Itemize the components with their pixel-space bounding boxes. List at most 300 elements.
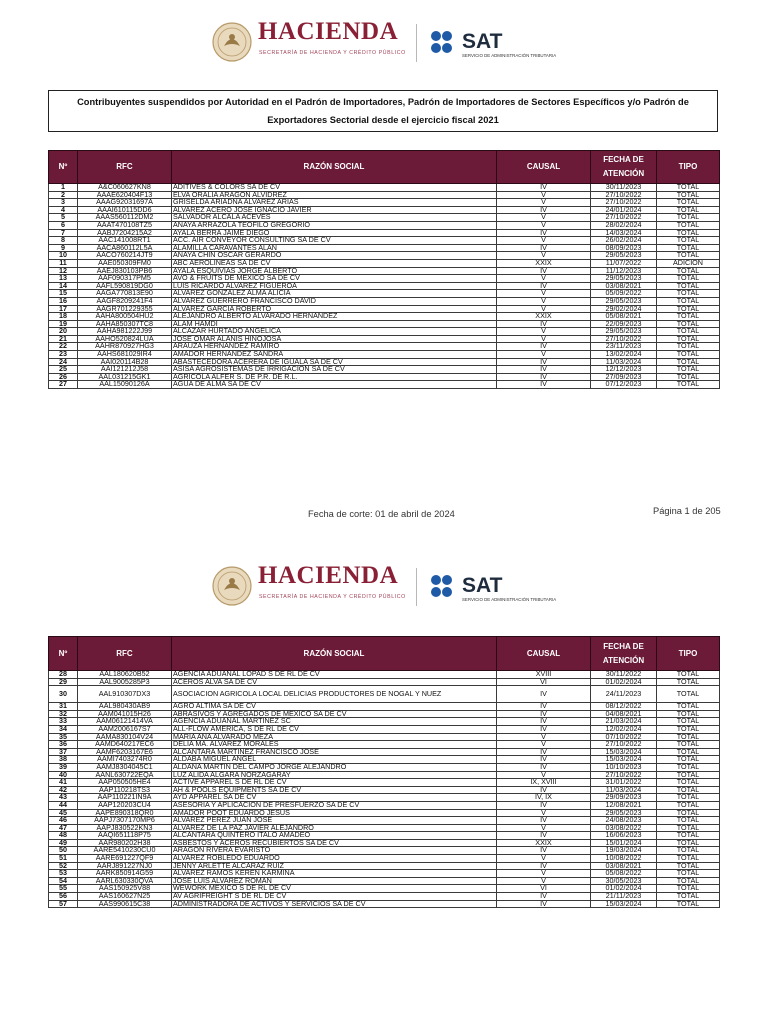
hacienda-wordmark: HACIENDA [258,18,399,45]
table-row [49,862,720,870]
cell-num: 40 [49,771,78,779]
cell-tipo: TOTAL [657,252,720,260]
table-row [49,710,720,718]
cell-razon: ALDABA MIGUEL ANGEL [172,756,497,764]
table-row [49,373,720,381]
cell-causal: IV [497,900,591,908]
table-row [49,267,720,275]
cell-tipo: TOTAL [657,206,720,214]
cell-fecha: 10/08/2022 [591,855,657,863]
cell-tipo: ADICION [657,259,720,267]
cell-fecha: 14/03/2024 [591,229,657,237]
cell-num: 26 [49,373,78,381]
cell-rfc: AAGR701229355 [78,305,172,313]
cell-num: 48 [49,832,78,840]
table-row [49,771,720,779]
cell-num: 38 [49,756,78,764]
cell-razon: ALVAREZ GONZALEZ ALMA ALICIA [172,290,497,298]
table-row [49,199,720,207]
table-row [49,801,720,809]
cell-causal: V [497,191,591,199]
cell-rfc: AAFL590819DG0 [78,282,172,290]
table-row [49,786,720,794]
col-header-razon: RAZÓN SOCIAL [172,637,497,671]
cell-rfc: AAHS681029IR4 [78,351,172,359]
cell-fecha: 26/02/2024 [591,237,657,245]
cell-rfc: AAL15090126A [78,381,172,389]
cell-fecha: 12/02/2024 [591,725,657,733]
cell-rfc: AAAG92031697A [78,199,172,207]
cell-num: 14 [49,282,78,290]
cell-causal: V [497,771,591,779]
table-row [49,237,720,245]
cell-razon: LUIS RICARDO ALVAREZ FIGUEROA [172,282,497,290]
page-number: Página 1 de 205 [653,506,721,516]
cell-causal: V [497,741,591,749]
table-row [49,313,720,321]
cell-razon: SALVADOR ALCALA ACEVES [172,214,497,222]
cell-num: 35 [49,733,78,741]
cell-num: 5 [49,214,78,222]
document-title: Contribuyentes suspendidos por Autoridad en el Padrón de Importadores, Padrón de Importadores de Sectores Específicos y/o Padrón de Exportadores Sectorial desde el ejercicio fiscal 2021 [48,90,718,132]
table-row [49,229,720,237]
cell-causal: V [497,733,591,741]
cell-num: 13 [49,275,78,283]
cell-causal: IV [497,686,591,703]
cell-num: 15 [49,290,78,298]
cell-causal: IV [497,725,591,733]
table-row [49,718,720,726]
cell-tipo: TOTAL [657,748,720,756]
cell-rfc: AAMD640217EC6 [78,741,172,749]
cell-razon: DELIA MA. ALVAREZ MORALES [172,741,497,749]
table-row [49,900,720,908]
cell-causal: IV [497,710,591,718]
table-row [49,877,720,885]
cell-razon: ASOCIACION AGRICOLA LOCAL DELICIAS PRODUCTORES DE NOGAL Y NUEZ [172,686,497,703]
cell-tipo: TOTAL [657,686,720,703]
table-row [49,839,720,847]
cell-tipo: TOTAL [657,229,720,237]
cell-fecha: 31/01/2022 [591,779,657,787]
cell-num: 2 [49,191,78,199]
cell-num: 36 [49,741,78,749]
cell-tipo: TOTAL [657,847,720,855]
cell-causal: IV [497,244,591,252]
cell-razon: AMADOR HERNANDEZ SANDRA [172,351,497,359]
cell-causal: IV [497,229,591,237]
table-row [49,343,720,351]
table-header-row [49,637,720,671]
cell-fecha: 23/11/2023 [591,343,657,351]
cell-tipo: TOTAL [657,756,720,764]
cell-tipo: TOTAL [657,733,720,741]
cell-razon: AV AGRIFREIGHT S DE RL DE CV [172,893,497,901]
logo-divider [416,568,417,606]
cell-causal: IV [497,282,591,290]
table-row [49,290,720,298]
cell-razon: ASESORIA Y APLICACION DE PRESFUERZO SA DE CV [172,801,497,809]
cell-fecha: 15/03/2024 [591,756,657,764]
col-header-num: Nº [49,637,78,671]
cell-rfc: AAF090317PM5 [78,275,172,283]
cell-rfc: AAGF8209241F4 [78,297,172,305]
cell-num: 18 [49,313,78,321]
cell-rfc: AAL031215GK1 [78,373,172,381]
cell-razon: AYALA BERRA JAIME DIEGO [172,229,497,237]
cell-num: 44 [49,801,78,809]
cell-rfc: AAL180620B52 [78,671,172,679]
cell-causal: IV [497,817,591,825]
cell-causal: IV [497,320,591,328]
table-row [49,275,720,283]
cell-num: 8 [49,237,78,245]
cell-fecha: 01/02/2024 [591,678,657,686]
cell-rfc: AAS150925V88 [78,885,172,893]
table-row [49,358,720,366]
cell-tipo: TOTAL [657,244,720,252]
cell-num: 33 [49,718,78,726]
cell-tipo: TOTAL [657,267,720,275]
contributors-table [48,150,720,389]
cell-fecha: 22/09/2023 [591,320,657,328]
sat-wordmark: SAT [462,574,503,597]
cell-rfc: AAE050309FM0 [78,259,172,267]
cell-razon: WEWORK MEXICO S DE RL DE CV [172,885,497,893]
cell-num: 42 [49,786,78,794]
cell-causal: IV [497,756,591,764]
cell-tipo: TOTAL [657,358,720,366]
cell-num: 11 [49,259,78,267]
hacienda-wordmark: HACIENDA [258,562,399,589]
cell-tipo: TOTAL [657,771,720,779]
cell-fecha: 16/06/2023 [591,832,657,840]
cell-num: 43 [49,794,78,802]
table-row [49,252,720,260]
cell-rfc: AAP120203CU4 [78,801,172,809]
cell-razon: AGENCIA ADUANAL MARTINEZ SC [172,718,497,726]
cell-razon: ALCANTARA QUINTERO ITALO AMADEO [172,832,497,840]
cell-razon: GRISELDA ARIADNA ALVAREZ ARIAS [172,199,497,207]
table-body [49,671,720,908]
cell-tipo: TOTAL [657,343,720,351]
table-row [49,282,720,290]
cell-num: 7 [49,229,78,237]
cell-num: 25 [49,366,78,374]
cell-razon: ARAUZA HERNANDEZ RAMIRO [172,343,497,351]
cell-fecha: 12/08/2021 [591,801,657,809]
cell-fecha: 30/11/2022 [591,671,657,679]
table-row [49,184,720,192]
cell-num: 28 [49,671,78,679]
cell-rfc: AARK850914G59 [78,870,172,878]
cell-rfc: AABJ7204215A2 [78,229,172,237]
cell-causal: V [497,870,591,878]
table-row [49,893,720,901]
cell-rfc: AAM2006167S7 [78,725,172,733]
cell-razon: ALAM HAMDI [172,320,497,328]
table-row [49,671,720,679]
cell-num: 22 [49,343,78,351]
cell-num: 41 [49,779,78,787]
col-header-fecha: FECHA DE ATENCIÓN [591,637,657,671]
cell-razon: AVO & FRUITS DE MEXICO SA DE CV [172,275,497,283]
cell-razon: ALAMILLA CARAVANTES ALAN [172,244,497,252]
cell-razon: ANAYA CHIN OSCAR GERARDO [172,252,497,260]
cell-tipo: TOTAL [657,725,720,733]
cell-num: 53 [49,870,78,878]
cell-tipo: TOTAL [657,832,720,840]
cell-causal: IV [497,358,591,366]
cell-tipo: TOTAL [657,335,720,343]
cell-tipo: TOTAL [657,809,720,817]
cell-causal: IV [497,267,591,275]
cell-causal: IV [497,786,591,794]
cell-tipo: TOTAL [657,381,720,389]
cell-causal: IV [497,862,591,870]
cell-causal: V [497,290,591,298]
cell-fecha: 03/08/2022 [591,824,657,832]
cell-tipo: TOTAL [657,893,720,901]
cell-causal: V [497,855,591,863]
cell-rfc: AAPE890318QR0 [78,809,172,817]
cell-tipo: TOTAL [657,870,720,878]
cell-causal: V [497,252,591,260]
table-row [49,328,720,336]
cell-causal: V [497,221,591,229]
cell-rfc: AAAS560112DM2 [78,214,172,222]
cell-fecha: 29/05/2023 [591,275,657,283]
cell-rfc: AARE5410230CU0 [78,847,172,855]
cell-fecha: 15/03/2024 [591,900,657,908]
cell-fecha: 08/09/2023 [591,244,657,252]
cell-razon: AYD APPAREL SA DE CV [172,794,497,802]
cell-num: 51 [49,855,78,863]
cell-causal: V [497,335,591,343]
sat-dots-icon [430,574,460,602]
cell-razon: ABASTECEDORA ACERERA DE IGUALA SA DE CV [172,358,497,366]
col-header-razon: RAZÓN SOCIAL [172,151,497,184]
cell-fecha: 30/11/2023 [591,184,657,192]
cell-num: 49 [49,839,78,847]
cell-tipo: TOTAL [657,199,720,207]
table-row [49,733,720,741]
cell-razon: AYALA ESQUIVIAS JORGE ALBERTO [172,267,497,275]
cell-num: 29 [49,678,78,686]
cell-rfc: AAL9005285P3 [78,678,172,686]
cell-rfc: A&C060627KN8 [78,184,172,192]
cell-rfc: AAHR870927HG3 [78,343,172,351]
cell-num: 23 [49,351,78,359]
cell-fecha: 29/09/2023 [591,794,657,802]
cell-num: 45 [49,809,78,817]
cell-causal: V [497,877,591,885]
cell-fecha: 27/09/2023 [591,373,657,381]
cell-razon: ALVAREZ ACERO JOSE IGNACIO JAVIER [172,206,497,214]
cell-tipo: TOTAL [657,221,720,229]
cell-tipo: TOTAL [657,320,720,328]
cell-fecha: 29/05/2023 [591,328,657,336]
cell-fecha: 24/11/2023 [591,686,657,703]
cell-razon: ABRASIVOS Y AGREGADOS DE MEXICO SA DE CV [172,710,497,718]
cell-tipo: TOTAL [657,741,720,749]
cell-num: 31 [49,703,78,711]
cell-causal: XXIX [497,313,591,321]
cell-causal: IX, XVIII [497,779,591,787]
cell-fecha: 12/12/2023 [591,366,657,374]
cell-fecha: 11/03/2024 [591,358,657,366]
cell-num: 46 [49,817,78,825]
cell-rfc: AAP110221IN9A [78,794,172,802]
cell-rfc: AARJ891227NJ0 [78,862,172,870]
table-row [49,191,720,199]
table-row [49,824,720,832]
cell-fecha: 13/02/2024 [591,351,657,359]
cell-tipo: TOTAL [657,275,720,283]
cell-tipo: TOTAL [657,862,720,870]
cell-num: 39 [49,763,78,771]
cell-razon: ALVAREZ DE LA PAZ JAVIER ALEJANDRO [172,824,497,832]
table-row [49,855,720,863]
table-row [49,725,720,733]
cell-causal: IV [497,366,591,374]
cell-razon: ADITIVES & COLORS SA DE CV [172,184,497,192]
cell-fecha: 24/08/2023 [591,817,657,825]
hacienda-subtitle: SECRETARÍA DE HACIENDA Y CRÉDITO PÚBLICO [259,50,406,56]
cell-rfc: AAQI651118P75 [78,832,172,840]
cell-fecha: 29/02/2024 [591,305,657,313]
cell-num: 56 [49,893,78,901]
cell-rfc: AAMF6203167E6 [78,748,172,756]
cell-rfc: AAP050505HE4 [78,779,172,787]
cell-tipo: TOTAL [657,794,720,802]
cell-rfc: AAAI610115DD6 [78,206,172,214]
table-row [49,214,720,222]
cell-rfc: AAS990615C38 [78,900,172,908]
cell-fecha: 04/08/2021 [591,710,657,718]
cell-num: 50 [49,847,78,855]
cell-num: 1 [49,184,78,192]
cell-fecha: 27/10/2022 [591,191,657,199]
cell-causal: IV [497,718,591,726]
cell-fecha: 05/08/2022 [591,870,657,878]
cell-tipo: TOTAL [657,801,720,809]
cell-num: 57 [49,900,78,908]
sat-wordmark: SAT [462,30,503,53]
cell-num: 10 [49,252,78,260]
cell-causal: V [497,237,591,245]
table-row [49,351,720,359]
cell-razon: ALVAREZ GUERRERO FRANCISCO DAVID [172,297,497,305]
table-row [49,817,720,825]
table-row [49,305,720,313]
col-header-tipo: TIPO [657,637,720,671]
cell-razon: ASISA AGROSISTEMAS DE IRRIGACION SA DE CV [172,366,497,374]
cell-rfc: AAM06121414VA [78,718,172,726]
cell-fecha: 15/01/2024 [591,839,657,847]
sat-subtitle: SERVICIO DE ADMINISTRACIÓN TRIBUTARIA [462,53,557,58]
cell-razon: ALL-FLOW AMERICA, S DE RL DE CV [172,725,497,733]
cell-causal: V [497,305,591,313]
table-row [49,756,720,764]
cell-rfc: AAPJ7307170MP6 [78,817,172,825]
cell-num: 16 [49,297,78,305]
cell-num: 55 [49,885,78,893]
cell-fecha: 29/05/2023 [591,252,657,260]
cell-rfc: AAM041015H26 [78,710,172,718]
cell-num: 6 [49,221,78,229]
table-row [49,206,720,214]
cutoff-date: Fecha de corte: 01 de abril de 2024 [308,509,455,519]
cell-causal: IV, IX [497,794,591,802]
cell-causal: IV [497,847,591,855]
cell-razon: ACTIVE APPAREL S DE RL DE CV [172,779,497,787]
cell-fecha: 30/05/2023 [591,877,657,885]
cell-rfc: AAMA830104V24 [78,733,172,741]
table-row [49,686,720,703]
table-row [49,244,720,252]
cell-rfc: AAMJ8304045C1 [78,763,172,771]
cell-tipo: TOTAL [657,313,720,321]
table-row [49,381,720,389]
cell-causal: V [497,328,591,336]
cell-rfc: AAPJ830522KN3 [78,824,172,832]
cell-fecha: 28/02/2024 [591,221,657,229]
cell-num: 47 [49,824,78,832]
logo-divider [416,24,417,62]
cell-fecha: 07/10/2022 [591,733,657,741]
cell-causal: V [497,214,591,222]
cell-razon: AMADOR POOT EDUARDO JESUS [172,809,497,817]
cell-tipo: TOTAL [657,824,720,832]
cell-causal: IV [497,763,591,771]
cell-causal: XXIX [497,839,591,847]
table-row [49,870,720,878]
cell-num: 12 [49,267,78,275]
cell-num: 34 [49,725,78,733]
cell-razon: ALVAREZ ROBLEDO EDUARDO [172,855,497,863]
table-row [49,832,720,840]
cell-causal: V [497,809,591,817]
cell-razon: ALVAREZ RAMOS KEREN KARMINA [172,870,497,878]
cell-tipo: TOTAL [657,282,720,290]
cell-causal: VI [497,885,591,893]
cell-rfc: AACO760214JT9 [78,252,172,260]
cell-fecha: 10/10/2023 [591,763,657,771]
cell-rfc: AANL630722EQA [78,771,172,779]
table-row [49,847,720,855]
cell-razon: ALCAZAR HURTADO ANGELICA [172,328,497,336]
cell-tipo: TOTAL [657,351,720,359]
table-row [49,703,720,711]
cell-fecha: 27/10/2022 [591,214,657,222]
cell-tipo: TOTAL [657,779,720,787]
cell-razon: JOSE OMAR ALANIS HINOJOSA [172,335,497,343]
cell-razon: ALEJANDRO ALBERTO ALVARADO HERNANDEZ [172,313,497,321]
col-header-fecha: FECHA DE ATENCIÓN [591,151,657,184]
cell-tipo: TOTAL [657,763,720,771]
cell-fecha: 27/10/2022 [591,335,657,343]
cell-rfc: AAC141008RT1 [78,237,172,245]
cell-causal: XXIX [497,259,591,267]
cell-fecha: 11/03/2024 [591,786,657,794]
cell-razon: AGRO ALTIMA SA DE CV [172,703,497,711]
cell-tipo: TOTAL [657,718,720,726]
table-row [49,297,720,305]
table-row [49,335,720,343]
header-logos [0,18,768,82]
cell-num: 17 [49,305,78,313]
